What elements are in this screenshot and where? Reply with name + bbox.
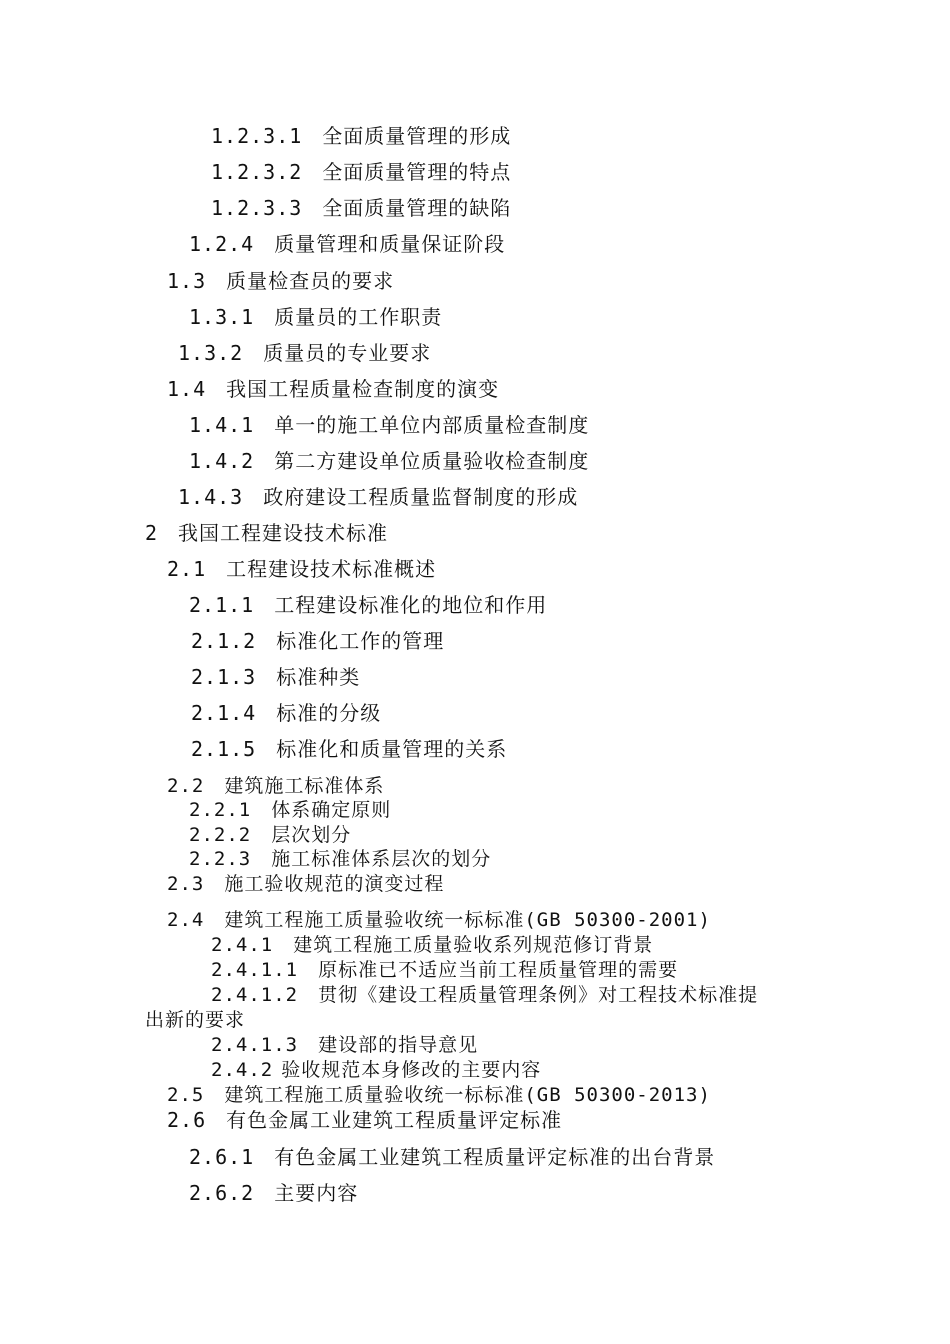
toc-title: 建筑施工标准体系: [224, 775, 385, 797]
toc-number: 2.1.4: [191, 701, 257, 725]
toc-title: 标准化和质量管理的关系: [276, 737, 508, 761]
toc-number: 2.1.5: [191, 737, 257, 761]
toc-number: 2.3: [167, 873, 205, 895]
toc-entry: [189, 823, 351, 847]
toc-entry: [178, 340, 431, 366]
toc-title: 标准种类: [276, 665, 361, 689]
toc-title: 工程建设标准化的地位和作用: [274, 593, 548, 617]
toc-title: 全面质量管理的缺陷: [322, 196, 512, 220]
toc-number: 2.6.1: [189, 1145, 255, 1169]
toc-title: 有色金属工业建筑工程质量评定标准: [226, 1108, 563, 1132]
toc-number: 1.2.3.2: [211, 160, 303, 184]
toc-number: 2.4.1.2: [211, 984, 299, 1006]
toc-number: 1.4.3: [178, 485, 244, 509]
toc-number: 1.4.2: [189, 449, 255, 473]
toc-title: 标准化工作的管理: [276, 629, 445, 653]
toc-number: 2.2.1: [189, 799, 252, 821]
toc-entry: [189, 412, 589, 438]
toc-title: 建筑工程施工质量验收统一标标准(GB 50300-2013): [224, 1084, 711, 1106]
toc-entry: [189, 1144, 715, 1170]
toc-number: 1.3.2: [178, 341, 244, 365]
toc-entry: [167, 872, 444, 896]
toc-number: 1.3.1: [189, 305, 255, 329]
toc-entry-continuation: [145, 1008, 245, 1032]
toc-entry: [211, 1033, 478, 1057]
toc-number: 1.4: [167, 377, 207, 401]
toc-title: 有色金属工业建筑工程质量评定标准的出台背景: [274, 1145, 716, 1169]
toc-title: 质量管理和质量保证阶段: [274, 232, 506, 256]
toc-number: 1.2.3.1: [211, 124, 303, 148]
toc-entry: [189, 1180, 358, 1206]
toc-title: 政府建设工程质量监督制度的形成: [263, 485, 579, 509]
toc-entry: [211, 958, 678, 982]
toc-number: 2.2.2: [189, 824, 252, 846]
toc-number: 2.6.2: [189, 1181, 255, 1205]
toc-title: 工程建设技术标准概述: [226, 557, 437, 581]
toc-entry: [211, 933, 653, 957]
toc-number: 2.4: [167, 909, 205, 931]
toc-title: 建设部的指导意见: [318, 1034, 479, 1056]
toc-entry: [189, 798, 391, 822]
toc-number: 2.5: [167, 1084, 205, 1106]
toc-title: 建筑工程施工质量验收系列规范修订背景: [293, 934, 654, 956]
toc-title: 全面质量管理的形成: [322, 124, 512, 148]
toc-entry: [189, 448, 589, 474]
toc-title: 标准的分级: [276, 701, 382, 725]
toc-title: 我国工程建设技术标准: [178, 521, 389, 545]
toc-number: 2.1: [167, 557, 207, 581]
toc-entry: [191, 664, 360, 690]
toc-number: 2.4.1: [211, 934, 274, 956]
toc-title: 第二方建设单位质量验收检查制度: [274, 449, 590, 473]
toc-number: 2.4.2: [211, 1059, 274, 1081]
toc-title: 验收规范本身修改的主要内容: [281, 1059, 542, 1081]
toc-entry: [189, 231, 505, 257]
toc-title: 体系确定原则: [271, 799, 392, 821]
toc-title: 施工标准体系层次的划分: [271, 848, 492, 870]
toc-title: 全面质量管理的特点: [322, 160, 512, 184]
toc-number: 2.1.2: [191, 629, 257, 653]
toc-entry: [167, 1083, 711, 1107]
toc-entry: [167, 1107, 562, 1133]
toc-number: 2.1.3: [191, 665, 257, 689]
toc-entry: [167, 268, 394, 294]
toc-title: 建筑工程施工质量验收统一标标准(GB 50300-2001): [224, 909, 711, 931]
toc-title: 质量检查员的要求: [226, 269, 395, 293]
toc-title: 质量员的专业要求: [263, 341, 432, 365]
toc-entry: [189, 847, 491, 871]
toc-number: 2.4.1.3: [211, 1034, 299, 1056]
toc-entry: [211, 983, 758, 1007]
toc-number: 2.6: [167, 1108, 207, 1132]
toc-title: 质量员的工作职责: [274, 305, 443, 329]
toc-title: 施工验收规范的演变过程: [224, 873, 445, 895]
toc-title: 单一的施工单位内部质量检查制度: [274, 413, 590, 437]
toc-number: 2.1.1: [189, 593, 255, 617]
toc-entry: [167, 774, 384, 798]
toc-entry: [167, 908, 711, 932]
toc-entry: [211, 195, 511, 221]
toc-entry: [167, 556, 436, 582]
toc-entry: [211, 1058, 541, 1082]
toc-number: 1.3: [167, 269, 207, 293]
toc-title: 原标准已不适应当前工程质量管理的需要: [318, 959, 679, 981]
toc-title: 我国工程质量检查制度的演变: [226, 377, 500, 401]
toc-number: 2.2: [167, 775, 205, 797]
toc-entry: [189, 592, 547, 618]
toc-number: 1.4.1: [189, 413, 255, 437]
toc-entry: [211, 123, 511, 149]
toc-entry: [178, 484, 578, 510]
toc-entry: [211, 159, 511, 185]
toc-number: 2.4.1.1: [211, 959, 299, 981]
toc-entry: [191, 628, 444, 654]
toc-entry: [145, 520, 388, 546]
toc-number: 2.2.3: [189, 848, 252, 870]
toc-title: 贯彻《建设工程质量管理条例》对工程技术标准提: [318, 984, 759, 1006]
toc-entry: [167, 376, 499, 402]
toc-number: 1.2.3.3: [211, 196, 303, 220]
toc-entry: [189, 304, 442, 330]
toc-entry: [191, 700, 381, 726]
toc-number: 2: [145, 521, 159, 545]
toc-title: 主要内容: [274, 1181, 359, 1205]
toc-number: 1.2.4: [189, 232, 255, 256]
toc-title: 出新的要求: [145, 1009, 246, 1031]
toc-title: 层次划分: [271, 824, 352, 846]
toc-entry: [191, 736, 507, 762]
